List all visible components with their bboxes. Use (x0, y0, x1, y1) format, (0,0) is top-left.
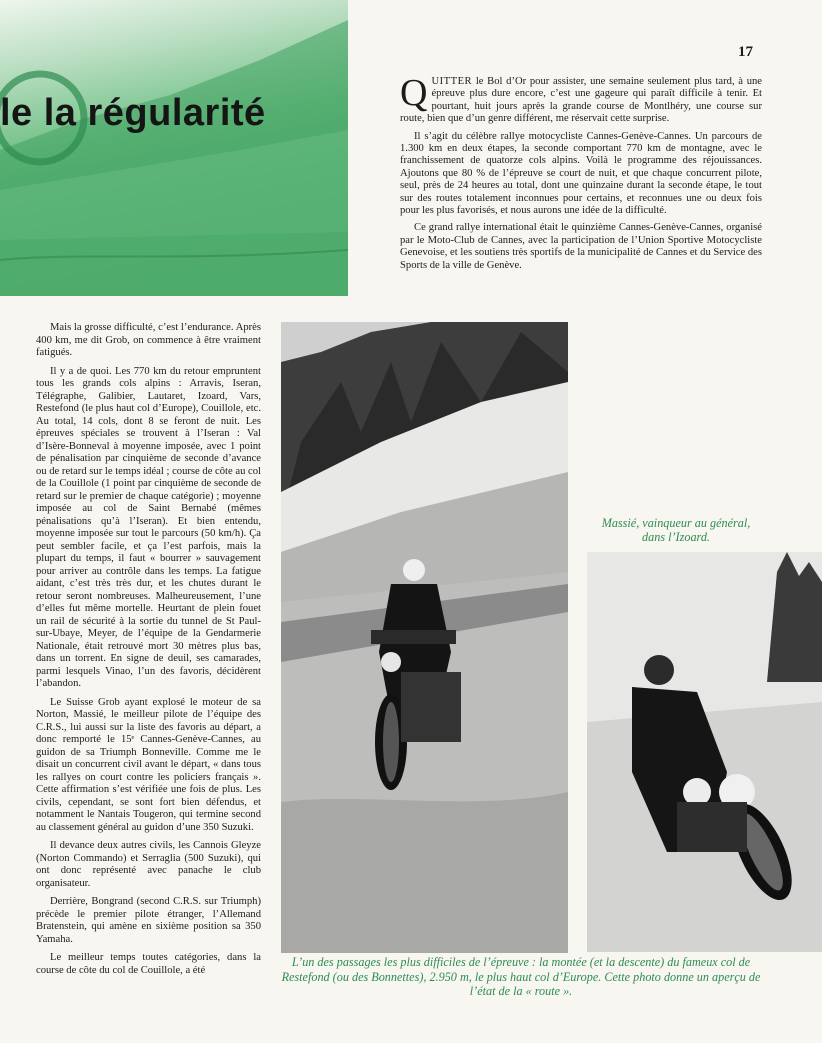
lead-caps: UITTER (431, 76, 473, 87)
page-number: 17 (738, 44, 753, 60)
intro-paragraph-1-text: le Bol d’Or pour assister, une semaine seulement plus tard, à une épreuve plus dure encore, c’est une gageure qui paraît difficile à tenir. Et pourtant, huit jours après la grande course de Montlhéry, une course sur route, bien que d’un genre différent, me réservait cette surprise. (400, 76, 762, 125)
intro-paragraph-2: Il s’agit du célèbre rallye motocycliste Cannes-Genève-Cannes. Un parcours de 1.300 km en deux étapes, la seconde comportant 770 km de montagne, avec le franchissement de quatorze cols alpins. Voilà le programme des réjouissances. Ajoutons que 80 % de l’épreuve se court de nuit, et que chaque concurrent pilote, seul, près de 24 heures au total, dont une quinzaine durant la seconde étape, le tout sur des routes totalement inconnues pour certains, et reconnues une ou deux fois pour les plus favorisés, et nous aurons une idée de la difficulté. (400, 130, 762, 217)
restefond-photo (281, 322, 568, 953)
header-photo (0, 0, 348, 296)
izoard-photo (587, 552, 822, 952)
drop-cap: Q (400, 72, 428, 114)
intro-text (400, 72, 762, 277)
body-paragraph-1: Mais la grosse difficulté, c’est l’endurance. Après 400 km, me dit Grob, on commence à être vraiment fatigués. (36, 322, 261, 358)
body-paragraph-6: Le meilleur temps toutes catégories, dans la course de côte du col de Couillole, a été (36, 952, 261, 976)
mountain-landscape-image (0, 0, 348, 296)
body-paragraph-2: Il y a de quoi. Les 770 km du retour empruntent tous les grands cols alpins : Arravis, Iseran, Télégraphe, Galibier, Lautaret, Izoard, Vars, Restefond (le plus haut col d’Europe), Couillole, etc. Au total, 14 cols, dont 8 se feront de nuit. Les épreuves spéciales se trouvent à l’Iseran : Val d’Isère-Bonneval à moyenne imposée, avec 1 point de pénalisation par cinquième de seconde d’avance ou de retard sur le temps idéal ; course de côte au col de la Couillole (1 point par cinquième de seconde de retard sur le premier de chaque catégorie) ; moyenne imposée au col de Saint Bernabé (mêmes pénalisations qu’à l’Iseran). Et bien entendu, moyenne imposée sur tout le parcours (50 km/h). Ça peut sembler facile, et ça l’est parfois, mais la plupart du temps, il faut « bourrer » sauvagement pour arriver au contrôle dans les temps. La fatigue aidant, c’est très très dur, et les chutes durant le retour seront nombreuses. Malheureusement, l’une d’elles fut même mortelle. Heurtant de plein fouet un rail de sécurité à la sortie du tunnel de St Paul-sur-Ubaye, Meyer, de l’équipe de la Gendarmerie Nationale, était retrouvé mort 30 mètres plus bas, dans un torrent. En signe de deuil, ses camarades, parmi lesquels Vinao, l’un des favoris, décidèrent l’abandon. (36, 365, 261, 689)
intro-paragraph-3: Ce grand rallye international était le quinzième Cannes-Genève-Cannes, organisé par le Moto-Club de Cannes, avec la participation de l’Union Sportive Motocycliste Genevoise, et les soutiens très sportifs de la municipalité de Cannes et du Service des Sports de la ville de Genève. (400, 222, 762, 271)
body-paragraph-5: Derrière, Bongrand (second C.R.S. sur Triumph) précède le premier pilote étranger, l’Allemand Bratenstein, qui amène en sixième position sa 350 Yamaha. (36, 896, 261, 945)
body-paragraph-4: Il devance deux autres civils, les Cannois Gleyze (Norton Commando) et Serraglia (500 Suzuki), qui ont donc représenté avec panache le club organisateur. (36, 840, 261, 889)
body-column (36, 322, 261, 983)
caption-main: L’un des passages les plus difficiles de l’épreuve : la montée (et la descente) du fameux col de Restefond (ou des Bonnettes), 2.950 m, le plus haut col d’Europe. Cette photo donne un aperçu de l’état de la « route ». (281, 955, 761, 998)
article-title: le la régularité (0, 92, 266, 134)
winner-rider-image (587, 552, 822, 952)
rider-on-mountain-road-image (281, 322, 568, 953)
body-paragraph-3: Le Suisse Grob ayant explosé le moteur de sa Norton, Massié, le meilleur pilote de l’équipe des C.R.S., lui aussi sur la liste des favoris au départ, a donc remporté le 15ᵉ Cannes-Genève-Cannes, au guidon de sa Triumph Bonneville. Comme me le disait un concurrent civil avant le départ, « dans tous les rallyes on court contre les policiers français ». Cette affirmation s’est vérifiée une fois de plus. Les civils, cependant, se sont fort bien défendus, et notamment le Nantais Tougeron, qui termine second au classement général au guidon d’une 350 Suzuki. (36, 696, 261, 833)
caption-izoard: Massié, vainqueur au général, dans l’Izoard. (601, 516, 751, 544)
intro-paragraph-1 (400, 72, 762, 126)
